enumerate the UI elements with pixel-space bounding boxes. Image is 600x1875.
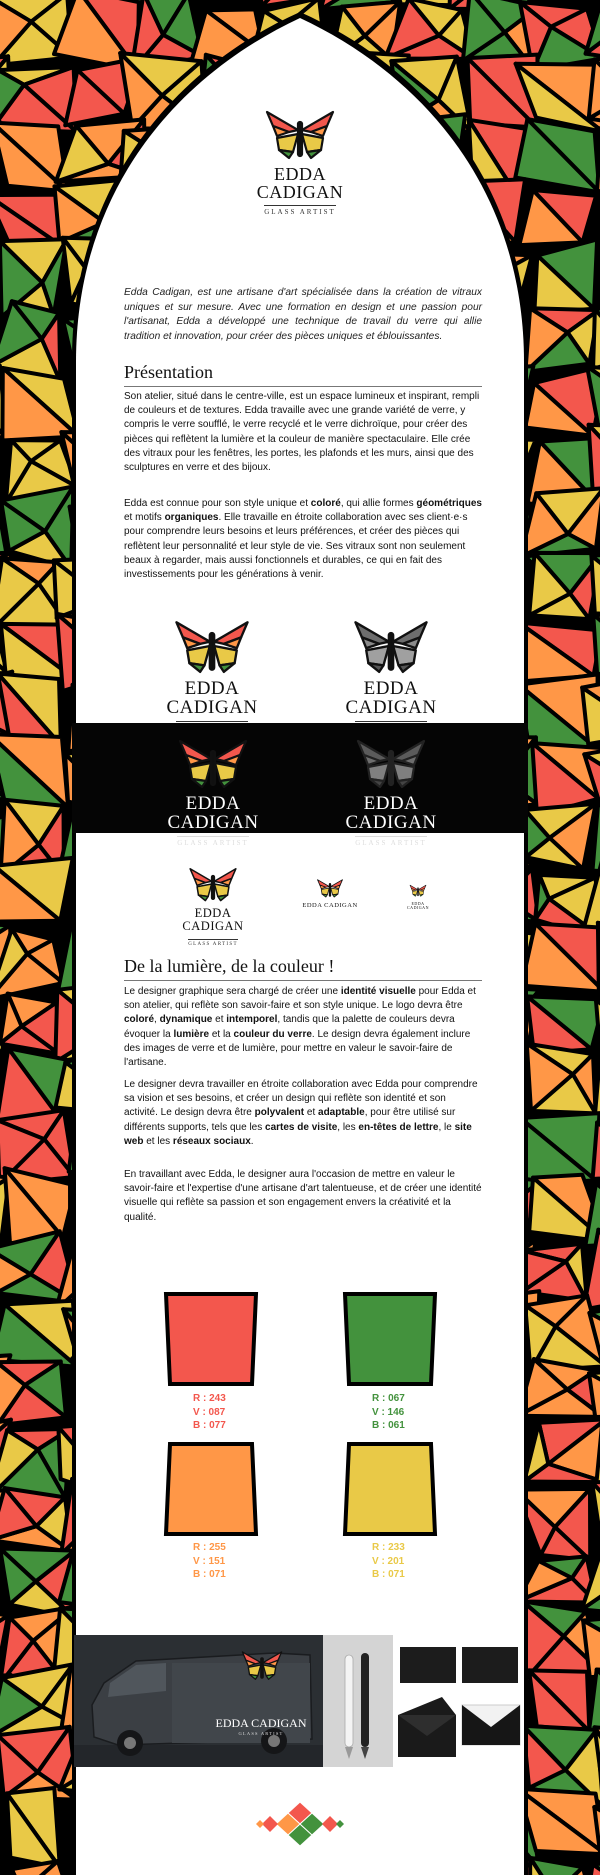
swatch-orange-r: R : 255	[193, 1542, 226, 1553]
swatch-red-v: V : 087	[193, 1406, 226, 1418]
swatch-orange	[160, 1440, 260, 1538]
brand-subtitle: GLASS ARTIST	[264, 205, 336, 216]
brand-name: EDDA CADIGAN	[345, 678, 437, 718]
logo-size-small	[400, 884, 436, 910]
butterfly-logo-icon	[263, 108, 337, 160]
presentation-paragraph-2: Edda est connue pour son style unique et coloré, qui allie formes géométriques et motifs organiques. Elle travaille en étroite collaboration avec ses client·e·s pour comprendre leurs besoins et leurs préférences, et créer des pièces qui reflètent leur personnalité et leur style de vie. Ses vitraux sont non seulement beaux à regarder, mais aussi fonctionnels et durables, ce qui en fait des investissements pour les générations à venir.	[124, 498, 482, 581]
swatch-orange-v: V : 151	[193, 1555, 226, 1567]
lumiere-paragraph-3: En travaillant avec Edda, le designer aura l'occasion de mettre en valeur le savoir-faire et l'expertise d'une artisane d'art talentueuse, et de créer une identité visuelle qui reflète sa passion et son engagement envers la créativité et la qualité.	[124, 1169, 482, 1223]
swatch-orange-b: B : 071	[193, 1569, 226, 1580]
logo-dark-band	[72, 723, 528, 847]
brand-name: EDDA CADIGAN	[166, 678, 258, 718]
lumiere-title: De la lumière, de la couleur !	[124, 956, 482, 981]
swatch-red-r: R : 243	[193, 1393, 226, 1404]
lumiere-heading-block	[124, 956, 482, 981]
swatch-orange-values	[193, 1541, 226, 1582]
swatch-yellow-r: R : 233	[372, 1542, 405, 1553]
pens-mockup	[323, 1635, 393, 1767]
swatch-green	[339, 1290, 439, 1388]
stationery-mockup	[396, 1635, 524, 1767]
presentation-heading-block	[124, 362, 482, 387]
brand-name: EDDA CADIGAN	[302, 902, 358, 909]
logo-gray-dark	[321, 737, 461, 850]
brand-subtitle: GLASS ARTIST	[355, 836, 427, 847]
brand-subtitle: GLASS ARTIST	[188, 939, 238, 947]
van-mockup	[74, 1635, 323, 1767]
butterfly-logo-icon	[172, 618, 252, 674]
butterfly-logo-icon	[187, 866, 239, 902]
swatch-yellow	[339, 1440, 439, 1538]
logo-size-large	[165, 866, 261, 950]
swatch-green-r: R : 067	[372, 1393, 405, 1404]
van-brand-subtitle: GLASS ARTIST	[238, 1731, 284, 1736]
swatch-red-values	[193, 1392, 226, 1433]
intro-text: Edda Cadigan, est une artisane d'art spécialisée dans la création de vitraux uniques et sur mesure. Avec une formation en design et une passion pour l'artisanat, Edda a développé une technique de travail du verre qui allie tradition et innovation, pour créer des pièces uniques et éblouissantes.	[124, 287, 482, 342]
butterfly-logo-icon	[409, 884, 427, 897]
lumiere-paragraph-1: Le designer graphique sera chargé de créer une identité visuelle pour Edda et son atelier, qui reflète son savoir-faire et son style unique. Le logo devra être coloré, dynamique et intemporel, tandis que la palette de couleurs devra évoquer la lumière et la couleur du verre. Le design devra également inclure des images de verre et de lumière, pour mettre en valeur le savoir-faire de l'artisane.	[124, 986, 476, 1069]
brand-name: EDDA CADIGAN	[345, 793, 437, 833]
diamond-pattern-icon	[254, 1800, 346, 1848]
logo-size-medium	[302, 878, 358, 910]
lumiere-paragraph-2: Le designer devra travailler en étroite collaboration avec Edda pour comprendre sa vision et ses besoins, et créer un design qui reflète son identité et son activité. Le design devra être polyvalent et adaptable, pour être utilisé sur différents supports, tels que les cartes de visite, les en-têtes de lettre, le site web et les réseaux sociaux.	[124, 1079, 478, 1147]
butterfly-logo-icon	[316, 878, 344, 898]
presentation-paragraph-1: Son atelier, situé dans le centre-ville, est un espace lumineux et inspirant, rempli de couleurs et de textures. Edda travaille avec une grande variété de verre, y compris le verre soufflé, le verre recyclé et le verre dichroïque, pour créer des pièces qui reflètent la lumière et la couleur de manière spectaculaire. Elle crée des vitraux pour les fenêtres, les portes, les plafonds et les murs, ainsi que des sculptures en verre et des bijoux.	[124, 391, 480, 474]
swatch-yellow-v: V : 201	[372, 1555, 405, 1567]
brand-subtitle: GLASS ARTIST	[177, 836, 249, 847]
swatch-yellow-values	[372, 1541, 405, 1582]
brand-name: EDDA CADIGAN	[182, 906, 244, 933]
swatch-green-v: V : 146	[372, 1406, 405, 1418]
logo-color-dark	[143, 737, 283, 850]
butterfly-logo-icon	[351, 618, 431, 674]
swatch-green-values	[372, 1392, 405, 1433]
swatch-red	[160, 1290, 260, 1388]
butterfly-logo-icon	[240, 1649, 284, 1681]
van-brand-name: EDDA CADIGAN	[215, 1716, 307, 1730]
logo-gray-light	[321, 618, 461, 735]
brand-name: EDDA CADIGAN	[256, 164, 344, 202]
presentation-title: Présentation	[124, 362, 482, 387]
butterfly-logo-icon	[173, 737, 253, 789]
brand-name: EDDA CADIGAN	[167, 793, 259, 833]
swatch-yellow-b: B : 071	[372, 1569, 405, 1580]
swatch-red-b: B : 077	[193, 1420, 226, 1431]
brand-name: EDDA CADIGAN	[407, 901, 429, 910]
swatch-green-b: B : 061	[372, 1420, 405, 1431]
butterfly-logo-icon	[351, 737, 431, 789]
logo-color-light	[142, 618, 282, 735]
main-logo	[232, 108, 368, 219]
